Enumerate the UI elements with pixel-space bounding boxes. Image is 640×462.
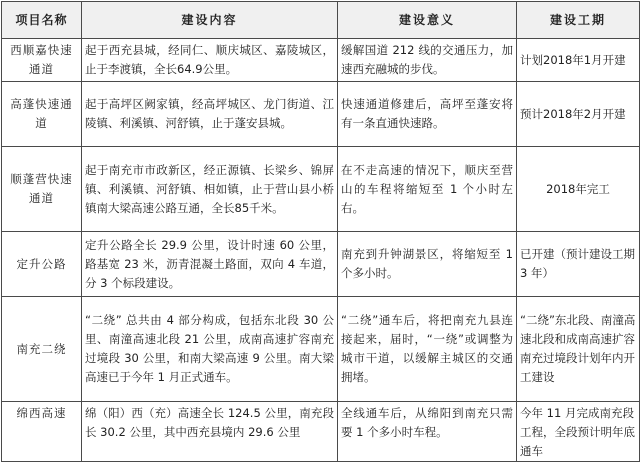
content-cell: 起于西充县城，经同仁、顺庆城区、嘉陵城区，止于李渡镇，全长64.9公里。	[82, 39, 338, 82]
table-row	[2, 232, 640, 297]
header-construction-significance: 建设意义	[338, 2, 517, 39]
project-name-cell: 顺蓬营快速通道	[2, 147, 82, 232]
table-row	[2, 82, 640, 147]
table-row	[2, 402, 640, 462]
significance-cell: 快速通道修建后，高坪至蓬安将有一条直通快速路。	[338, 82, 517, 147]
period-cell: “二绕”东北段、南潼高速北段和成南高速扩容南充过境段计划年内开工建设	[517, 297, 640, 402]
header-row	[2, 2, 640, 39]
period-cell: 2018年完工	[517, 147, 640, 232]
content-cell: 起于高坪区阙家镇，经高坪城区、龙门街道、江陵镇、利溪镇、河舒镇，止于蓬安县城。	[82, 82, 338, 147]
header-construction-period: 建设工期	[517, 2, 640, 39]
project-name-cell: 南充二绕	[2, 297, 82, 402]
header-project-name: 项目名称	[2, 2, 82, 39]
project-name-cell: 绵西高速	[2, 402, 82, 462]
content-cell: 定升公路全长 29.9 公里，设计时速 60 公里，路基宽 23 米，沥青混凝土路面，双向 4 车道，分 3 个标段建设。	[82, 232, 338, 297]
project-name-cell: 高蓬快速通道	[2, 82, 82, 147]
header-construction-content: 建设内容	[82, 2, 338, 39]
significance-cell: 在不走高速的情况下，顺庆至营山的车程将缩短至 1 个小时左右。	[338, 147, 517, 232]
period-cell: 今年 11 月完成南充段工程，全段预计明年底通车	[517, 402, 640, 462]
significance-cell: 南充到升钟湖景区，将缩短至 1 个多小时。	[338, 232, 517, 297]
period-cell: 预计2018年2月开建	[517, 82, 640, 147]
project-name-cell: 定升公路	[2, 232, 82, 297]
significance-cell: 全线通车后，从绵阳到南充只需要 1 个多小时车程。	[338, 402, 517, 462]
period-cell: 已开建（预计建设工期 3 年）	[517, 232, 640, 297]
period-cell: 计划2018年1月开建	[517, 39, 640, 82]
table-row	[2, 297, 640, 402]
project-table	[1, 1, 640, 462]
content-cell: “二绕” 总共由 4 部分构成，包括东北段 30 公里、南潼高速北段 21 公里，成南高速扩容南充过境段 30 公里，和南大梁高速 9 公里。南大梁高速已于今年 1 月正式通车。	[82, 297, 338, 402]
table-row	[2, 147, 640, 232]
content-cell: 绵（阳）西（充）高速全长 124.5 公里，南充段长 30.2 公里，其中西充县境内 29.6 公里	[82, 402, 338, 462]
content-cell: 起于南充市市政新区，经正源镇、长梁乡、锦屏镇、利溪镇、河舒镇、相如镇，止于营山县小桥镇南大梁高速公路互通，全长85千米。	[82, 147, 338, 232]
significance-cell: 缓解国道 212 线的交通压力，加速西充融城的步伐。	[338, 39, 517, 82]
project-name-cell: 西顺嘉快速通道	[2, 39, 82, 82]
table-row	[2, 39, 640, 82]
significance-cell: “二绕”通车后，将把南充九县连接起来，届时，“一绕”或调整为城市干道，以缓解主城区的交通拥堵。	[338, 297, 517, 402]
